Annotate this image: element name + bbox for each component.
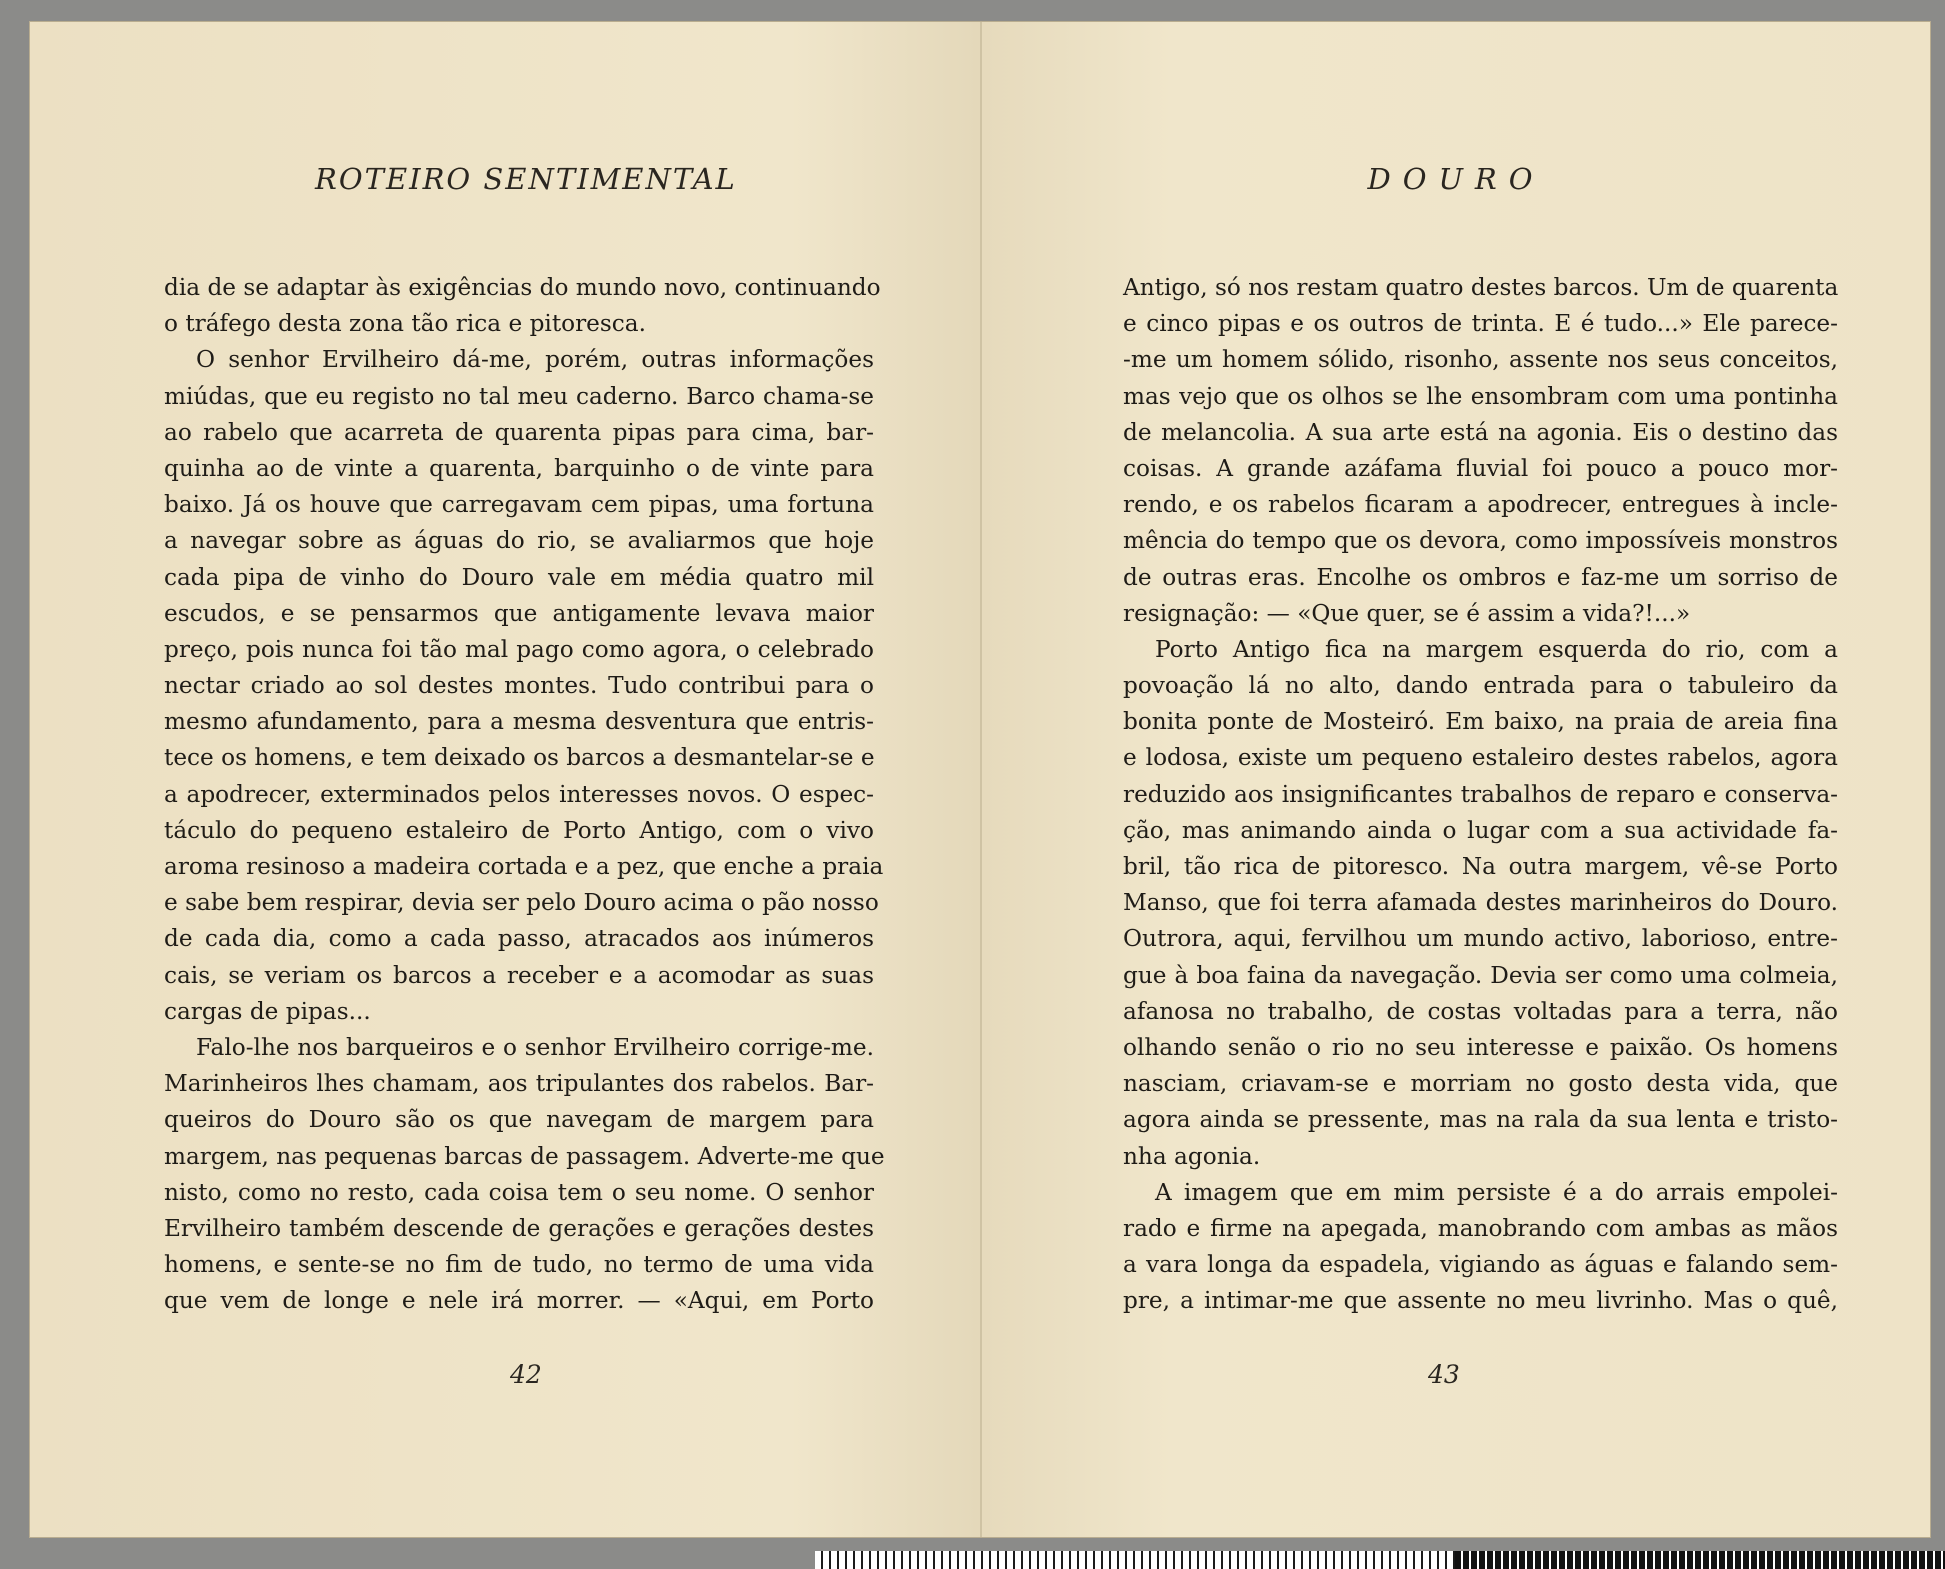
text-line: mesmo afundamento, para a mesma desventura que entris-	[164, 708, 874, 736]
text-line: pre, a intimar-me que assente no meu livrinho. Mas o quê,	[1123, 1287, 1838, 1315]
text-line: quinha ao de vinte a quarenta, barquinho o de vinte para	[164, 454, 874, 482]
text-line: baixo. Já os houve que carregavam cem pipas, uma fortuna	[164, 491, 874, 519]
text-line: Ervilheiro também descende de gerações e gerações destes	[164, 1214, 874, 1242]
text-line: queiros do Douro são os que navegam de margem para	[164, 1106, 874, 1134]
text-line: e lodosa, existe um pequeno estaleiro destes rabelos, agora	[1123, 744, 1838, 772]
text-line: e sabe bem respirar, devia ser pelo Douro acima o pão nosso	[164, 889, 879, 917]
text-line: nha agonia.	[1123, 1142, 1261, 1170]
scale-ruler	[815, 1551, 1945, 1569]
text-line: coisas. A grande azáfama fluvial foi pouco a pouco mor-	[1123, 454, 1838, 482]
text-line: táculo do pequeno estaleiro de Porto Antigo, com o vivo	[164, 816, 874, 844]
text-line: rado e firme na apegada, manobrando com ambas as mãos	[1123, 1214, 1838, 1242]
page-number-left: 42	[510, 1360, 542, 1389]
text-line: gue à boa faina da navegação. Devia ser como uma colmeia,	[1123, 961, 1838, 989]
text-line: cargas de pipas...	[164, 997, 371, 1025]
text-line: miúdas, que eu registo no tal meu caderno. Barco chama-se	[164, 382, 874, 410]
text-line: de outras eras. Encolhe os ombros e faz-me um sorriso de	[1123, 563, 1838, 591]
text-line: bril, tão rica de pitoresco. Na outra margem, vê-se Porto	[1123, 853, 1838, 880]
text-line: a vara longa da espadela, vigiando as águas e falando sem-	[1123, 1251, 1838, 1279]
text-line: bonita ponte de Mosteiró. Em baixo, na praia de areia fina	[1123, 708, 1838, 736]
book-spread	[30, 22, 1930, 1537]
text-line: que vem de longe e nele irá morrer. — «Aqui, em Porto	[164, 1287, 874, 1315]
text-line: resignação: — «Que quer, se é assim a vida?!...»	[1123, 599, 1691, 627]
text-line: ao rabelo que acarreta de quarenta pipas para cima, bar-	[164, 418, 874, 446]
text-line: nisto, como no resto, cada coisa tem o seu nome. O senhor	[164, 1178, 874, 1206]
text-line: cais, se veriam os barcos a receber e a acomodar as suas	[164, 961, 874, 989]
text-line: cada pipa de vinho do Douro vale em média quatro mil	[164, 563, 874, 591]
text-line: aroma resinoso a madeira cortada e a pez, que enche a praia	[164, 853, 884, 880]
right-page-text	[1123, 270, 1838, 1319]
text-line: dia de se adaptar às exigências do mundo novo, continuando	[164, 274, 881, 301]
text-line: o tráfego desta zona tão rica e pitoresca.	[164, 310, 646, 338]
text-line: Porto Antigo fica na margem esquerda do rio, com a	[1155, 635, 1838, 663]
text-line: A imagem que em mim persiste é a do arrais empolei-	[1155, 1178, 1838, 1206]
text-line: mência do tempo que os devora, como impossíveis monstros	[1123, 527, 1838, 555]
text-line: agora ainda se pressente, mas na rala da sua lenta e tristo-	[1123, 1106, 1838, 1134]
text-line: de melancolia. A sua arte está na agonia. Eis o destino das	[1123, 418, 1838, 446]
text-line: ção, mas animando ainda o lugar com a sua actividade fa-	[1123, 816, 1838, 844]
text-line: Manso, que foi terra afamada destes marinheiros do Douro.	[1123, 889, 1838, 917]
text-line: nasciam, criavam-se e morriam no gosto desta vida, que	[1123, 1070, 1838, 1098]
page-number-right: 43	[1428, 1360, 1460, 1389]
text-line: O senhor Ervilheiro dá-me, porém, outras informações	[196, 346, 874, 374]
text-line: -me um homem sólido, risonho, assente nos seus conceitos,	[1123, 346, 1838, 374]
text-line: povoação lá no alto, dando entrada para o tabuleiro da	[1123, 672, 1838, 700]
text-line: a apodrecer, exterminados pelos interesses novos. O espec-	[164, 780, 874, 808]
left-page	[30, 22, 982, 1537]
text-line: Falo-lhe nos barqueiros e o senhor Ervilheiro corrige-me.	[196, 1033, 874, 1061]
text-line: olhando senão o rio no seu interesse e paixão. Os homens	[1123, 1033, 1838, 1061]
text-line: Antigo, só nos restam quatro destes barcos. Um de quarenta	[1123, 274, 1839, 301]
text-line: preço, pois nunca foi tão mal pago como agora, o celebrado	[164, 635, 874, 663]
text-line: reduzido aos insignificantes trabalhos de reparo e conserva-	[1123, 780, 1838, 808]
text-line: rendo, e os rabelos ficaram a apodrecer, entregues à incle-	[1123, 491, 1838, 519]
text-line: homens, e sente-se no fim de tudo, no termo de uma vida	[164, 1251, 874, 1279]
running-header-left: ROTEIRO SENTIMENTAL	[315, 162, 737, 196]
text-line: Outrora, aqui, fervilhou um mundo activo, laborioso, entre-	[1123, 925, 1838, 953]
text-line: mas vejo que os olhos se lhe ensombram com uma pontinha	[1123, 382, 1838, 410]
text-line: de cada dia, como a cada passo, atracados aos inúmeros	[164, 925, 874, 953]
text-line: e cinco pipas e os outros de trinta. E é tudo...» Ele parece-	[1123, 310, 1838, 338]
text-line: Marinheiros lhes chamam, aos tripulantes dos rabelos. Bar-	[164, 1070, 874, 1098]
running-header-right: DOURO	[1367, 162, 1545, 196]
right-page	[982, 22, 1930, 1537]
text-line: a navegar sobre as águas do rio, se avaliarmos que hoje	[164, 527, 874, 555]
text-line: nectar criado ao sol destes montes. Tudo contribui para o	[164, 672, 874, 700]
text-line: tece os homens, e tem deixado os barcos a desmantelar-se e	[164, 744, 875, 772]
text-line: escudos, e se pensarmos que antigamente levava maior	[164, 599, 874, 627]
text-line: afanosa no trabalho, de costas voltadas para a terra, não	[1123, 997, 1838, 1025]
left-page-text	[164, 270, 885, 1319]
text-line: margem, nas pequenas barcas de passagem. Adverte-me que	[164, 1142, 885, 1170]
